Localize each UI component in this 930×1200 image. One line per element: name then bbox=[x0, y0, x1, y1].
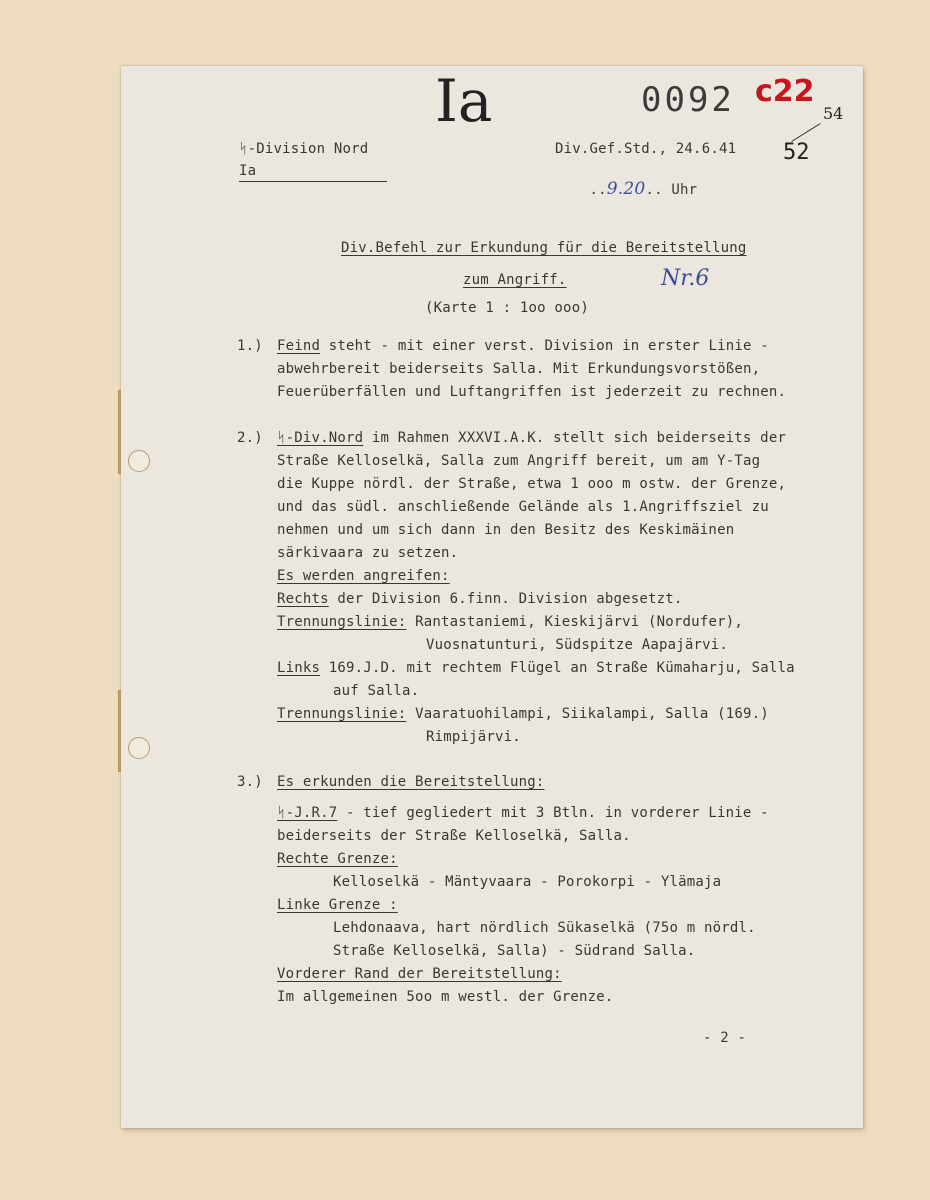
section-code: Ia bbox=[239, 163, 257, 179]
unit-name: ᛋ-Division Nord bbox=[239, 141, 369, 157]
section2-right-line bbox=[277, 591, 683, 607]
folio-number: 52 bbox=[783, 140, 810, 165]
time-handwritten: 9.20 bbox=[606, 179, 646, 199]
section2-separation-text-1a: Rantastaniemi, Kieskijärvi (Nordufer), bbox=[406, 614, 743, 630]
section2-separation-line1 bbox=[277, 614, 743, 630]
section2-right-text: der Division 6.finn. Division abgesetzt. bbox=[328, 591, 683, 607]
section1-line1-text: steht - mit einer verst. Division in erster Linie - bbox=[320, 338, 769, 354]
section3-left-border-label: Linke Grenze : bbox=[277, 897, 398, 913]
section2-separation-label-1: Trennungslinie: bbox=[277, 614, 407, 630]
section2-left-line-b: auf Salla. bbox=[333, 683, 420, 699]
section2-separation-line2b: Rimpijärvi. bbox=[426, 729, 521, 745]
section2-line2: Straße Kelloselkä, Salla zum Angriff bereit, um am Y-Tag bbox=[277, 453, 761, 469]
punch-hole-lower bbox=[128, 737, 150, 759]
section2-number: 2.) bbox=[237, 430, 263, 446]
section2-left-line bbox=[277, 660, 795, 676]
section2-line1 bbox=[277, 430, 786, 446]
handwritten-order-number: Nr.6 bbox=[661, 266, 710, 291]
section3-heading: Es erkunden die Bereitstellung: bbox=[277, 774, 545, 790]
time-line bbox=[555, 163, 697, 215]
section2-line3: die Kuppe nördl. der Straße, etwa 1 ooo m ostw. der Grenze, bbox=[277, 476, 787, 492]
section1-line1 bbox=[277, 338, 769, 354]
section2-separation-label-2: Trennungslinie: bbox=[277, 706, 407, 722]
section2-line5: nehmen und um sich dann in den Besitz des Keskimäinen bbox=[277, 522, 735, 538]
section3-regiment-line bbox=[277, 805, 769, 821]
section2-line1-text: im Rahmen XXXVI.A.K. stellt sich beiderseits der bbox=[363, 430, 787, 446]
section2-separation-text-2a: Vaaratuohilampi, Siikalampi, Salla (169.) bbox=[406, 706, 769, 722]
section-code-rule bbox=[239, 181, 387, 182]
section1-line2: abwehrbereit beiderseits Salla. Mit Erkundungsvorstößen, bbox=[277, 361, 761, 377]
section3-left-border-text-b: Straße Kelloselkä, Salla) - Südrand Salla. bbox=[333, 943, 696, 959]
section3-front-label: Vorderer Rand der Bereitstellung: bbox=[277, 966, 562, 982]
page-continuation-marker: - 2 - bbox=[703, 1030, 747, 1046]
archive-number-stamp: 0092 bbox=[641, 80, 735, 120]
section1-number: 1.) bbox=[237, 338, 263, 354]
section2-right-label: Rechts bbox=[277, 591, 329, 607]
section3-regiment: ᛋ-J.R.7 bbox=[277, 805, 338, 821]
section3-right-border-label: Rechte Grenze: bbox=[277, 851, 398, 867]
time-suffix: .. Uhr bbox=[645, 182, 698, 198]
section3-left-border-text-a: Lehdonaava, hart nördlich Sükaselkä (75o m nördl. bbox=[333, 920, 756, 936]
section2-separation-line2 bbox=[277, 706, 769, 722]
section2-line6: särkivaara zu setzen. bbox=[277, 545, 459, 561]
section3-right-border-text: Kelloselkä - Mäntyvaara - Porokorpi - Ylämaja bbox=[333, 874, 722, 890]
location-date: Div.Gef.Std., 24.6.41 bbox=[555, 141, 737, 157]
section2-line4: und das südl. anschließende Gelände als 1.Angriffsziel zu bbox=[277, 499, 769, 515]
map-reference: (Karte 1 : 1oo ooo) bbox=[425, 300, 589, 316]
document-page bbox=[121, 66, 863, 1128]
section3-line2: beiderseits der Straße Kelloselkä, Salla. bbox=[277, 828, 631, 844]
section3-front-text: Im allgemeinen 5oo m westl. der Grenze. bbox=[277, 989, 614, 1005]
order-title-line2: zum Angriff. bbox=[463, 272, 567, 288]
handwritten-ia-mark: Ia bbox=[435, 67, 493, 135]
section2-heading: ᛋ-Div.Nord bbox=[277, 430, 364, 446]
section2-left-label: Links bbox=[277, 660, 321, 676]
folio-old: 54 bbox=[823, 104, 844, 123]
section3-number: 3.) bbox=[237, 774, 263, 790]
punch-hole-upper bbox=[128, 450, 150, 472]
order-title-line1: Div.Befehl zur Erkundung für die Bereitstellung bbox=[341, 240, 747, 256]
time-prefix: .. bbox=[589, 182, 607, 198]
section2-attack-heading: Es werden angreifen: bbox=[277, 568, 450, 584]
section3-regiment-text: - tief gegliedert mit 3 Btln. in vorderer Linie - bbox=[337, 805, 769, 821]
section2-left-text-a: 169.J.D. mit rechtem Flügel an Straße Kümaharju, Salla bbox=[320, 660, 795, 676]
section1-line3: Feuerüberfällen und Luftangriffen ist jederzeit zu rechnen. bbox=[277, 384, 787, 400]
section2-separation-line1b: Vuosnatunturi, Südspitze Aapajärvi. bbox=[426, 637, 729, 653]
section1-heading: Feind bbox=[277, 338, 321, 354]
red-archive-mark: c22 bbox=[755, 74, 815, 109]
